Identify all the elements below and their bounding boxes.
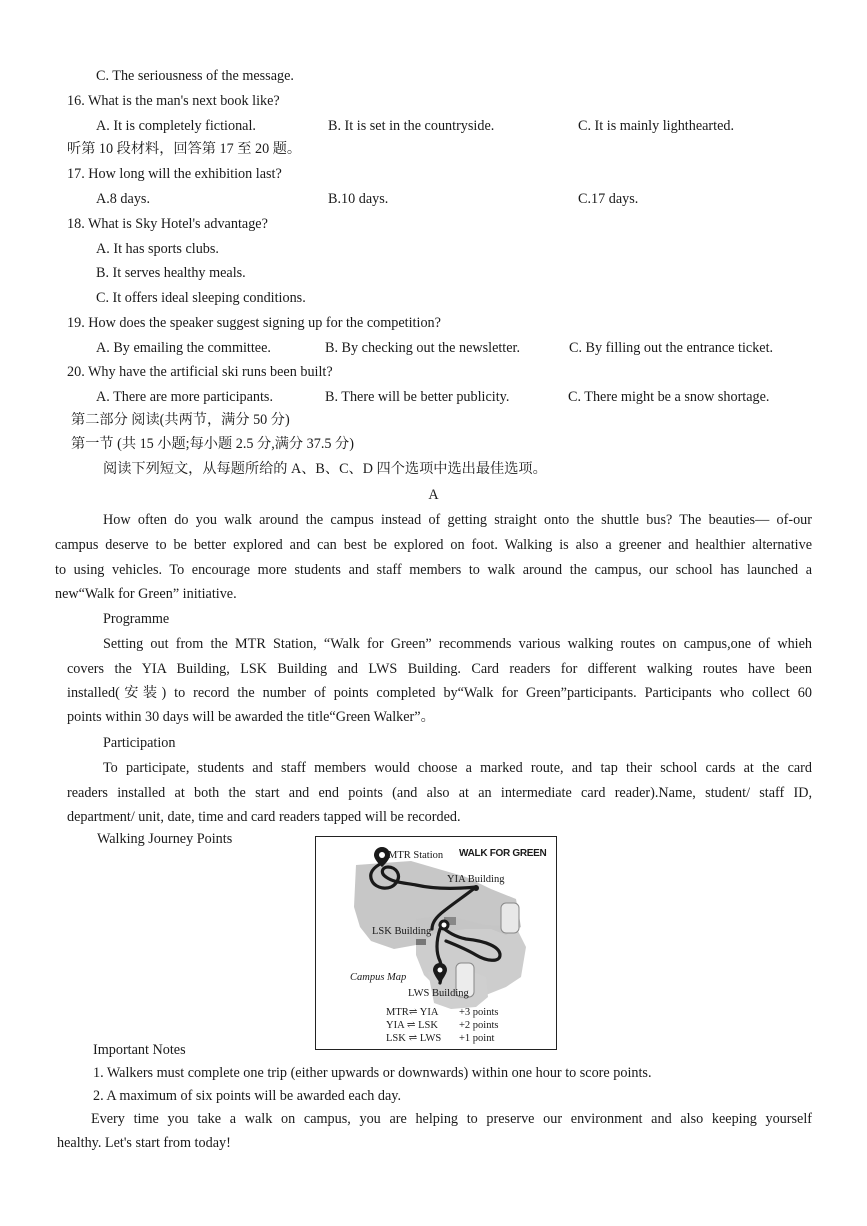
q19-option-b: B. By checking out the newsletter.	[325, 340, 521, 356]
note-2: 2. A maximum of six points will be awarded each day.	[93, 1088, 401, 1104]
intro-line-3: to using vehicles. To encourage more students and staff members to walk around the campus, our school has launched a	[55, 562, 812, 578]
q18-option-a: A. It has sports clubs.	[96, 241, 219, 257]
programme-line-3: installed(安装) to record the number of points completed by“Walk for Green”participants. Participants who collect 60	[67, 685, 812, 701]
intro-line-1: How often do you walk around the campus instead of getting straight onto the shuttle bus? The beauties— of-our	[103, 512, 812, 528]
q19-question: 19. How does the speaker suggest signing up for the competition?	[67, 315, 441, 331]
q16-question: 16. What is the man's next book like?	[67, 93, 280, 109]
q17-option-a: A.8 days.	[96, 191, 150, 207]
map-legend-route-3: LSK ⇌ LWS	[386, 1033, 442, 1044]
q19-option-c: C. By filling out the entrance ticket.	[569, 340, 774, 356]
participation-line-3: department/ unit, date, time and card readers tapped will be recorded.	[67, 809, 461, 825]
reading-section-title: 第一节 (共 15 小题;每小题 2.5 分,满分 37.5 分)	[71, 436, 354, 452]
map-label-lsk: LSK Building	[372, 926, 432, 937]
q19-option-a: A. By emailing the committee.	[96, 340, 271, 356]
q20-option-c: C. There might be a snow shortage.	[568, 389, 770, 405]
q18-question: 18. What is Sky Hotel's advantage?	[67, 216, 268, 232]
map-label-campus-map: Campus Map	[350, 972, 407, 983]
programme-line-2: covers the YIA Building, LSK Building and LWS Building. Card readers for different walking routes have been	[67, 661, 812, 677]
q20-option-b: B. There will be better publicity.	[325, 389, 510, 405]
q16-option-c: C. It is mainly lighthearted.	[578, 118, 735, 134]
closing-line-1: Every time you take a walk on campus, you are helping to preserve our environment and also keeping yourself	[91, 1111, 812, 1127]
campus-map-figure	[315, 836, 557, 1050]
notes-heading: Important Notes	[93, 1042, 186, 1058]
q17-question: 17. How long will the exhibition last?	[67, 166, 282, 182]
map-legend-route-1: MTR⇌ YIA	[386, 1007, 439, 1018]
q17-option-b: B.10 days.	[328, 191, 389, 207]
note-1: 1. Walkers must complete one trip (either upwards or downwards) within one hour to score points.	[93, 1065, 652, 1081]
section10-instruction: 听第 10 段材料，回答第 17 至 20 题。	[67, 141, 302, 157]
q16-option-b: B. It is set in the countryside.	[328, 118, 495, 134]
map-legend-points-1: +3 points	[459, 1007, 499, 1018]
q17-option-c: C.17 days.	[578, 191, 639, 207]
reading-part-title: 第二部分 阅读(共两节，满分 50 分)	[71, 412, 290, 428]
intro-line-2: campus deserve to be better explored and can best be explored on foot. Walking is also a greener and healthier alternative	[55, 537, 812, 553]
map-legend-route-2: YIA ⇌ LSK	[386, 1020, 438, 1031]
reading-instruction: 阅读下列短文，从每题所给的 A、B、C、D 四个选项中选出最佳选项。	[103, 461, 547, 477]
map-legend-points-3: +1 point	[459, 1033, 495, 1044]
q16-option-a: A. It is completely fictional.	[96, 118, 256, 134]
q18-option-c: C. It offers ideal sleeping conditions.	[96, 290, 306, 306]
lsk-pin-icon	[439, 920, 450, 931]
map-legend-points-2: +2 points	[459, 1020, 499, 1031]
q15-option-c: C. The seriousness of the message.	[96, 68, 294, 84]
participation-line-2: readers installed at both the start and end points (and also at an intermediate card reader).Name, student/ staff ID,	[67, 785, 812, 801]
q20-question: 20. Why have the artificial ski runs been built?	[67, 364, 333, 380]
q20-option-a: A. There are more participants.	[96, 389, 274, 405]
programme-line-4: points within 30 days will be awarded the title“Green Walker”。	[67, 709, 435, 725]
map-label-lws: LWS Building	[408, 988, 469, 999]
closing-line-2: healthy. Let's start from today!	[57, 1135, 231, 1151]
map-label-mtr: MTR Station	[388, 850, 444, 861]
intro-line-4: new“Walk for Green” initiative.	[55, 586, 237, 602]
journey-heading: Walking Journey Points	[97, 831, 233, 847]
participation-heading: Participation	[103, 735, 176, 751]
q18-option-b: B. It serves healthy meals.	[96, 265, 246, 281]
passage-letter: A	[428, 487, 439, 503]
map-title-walk-for-green: WALK FOR GREEN	[459, 848, 547, 859]
programme-heading: Programme	[103, 611, 170, 627]
programme-line-1: Setting out from the MTR Station, “Walk for Green” recommends various walking routes on campus,one of whieh	[103, 636, 812, 652]
participation-line-1: To participate, students and staff members would choose a marked route, and tap their school cards at the card	[103, 760, 812, 776]
map-label-yia: YIA Building	[447, 874, 505, 885]
